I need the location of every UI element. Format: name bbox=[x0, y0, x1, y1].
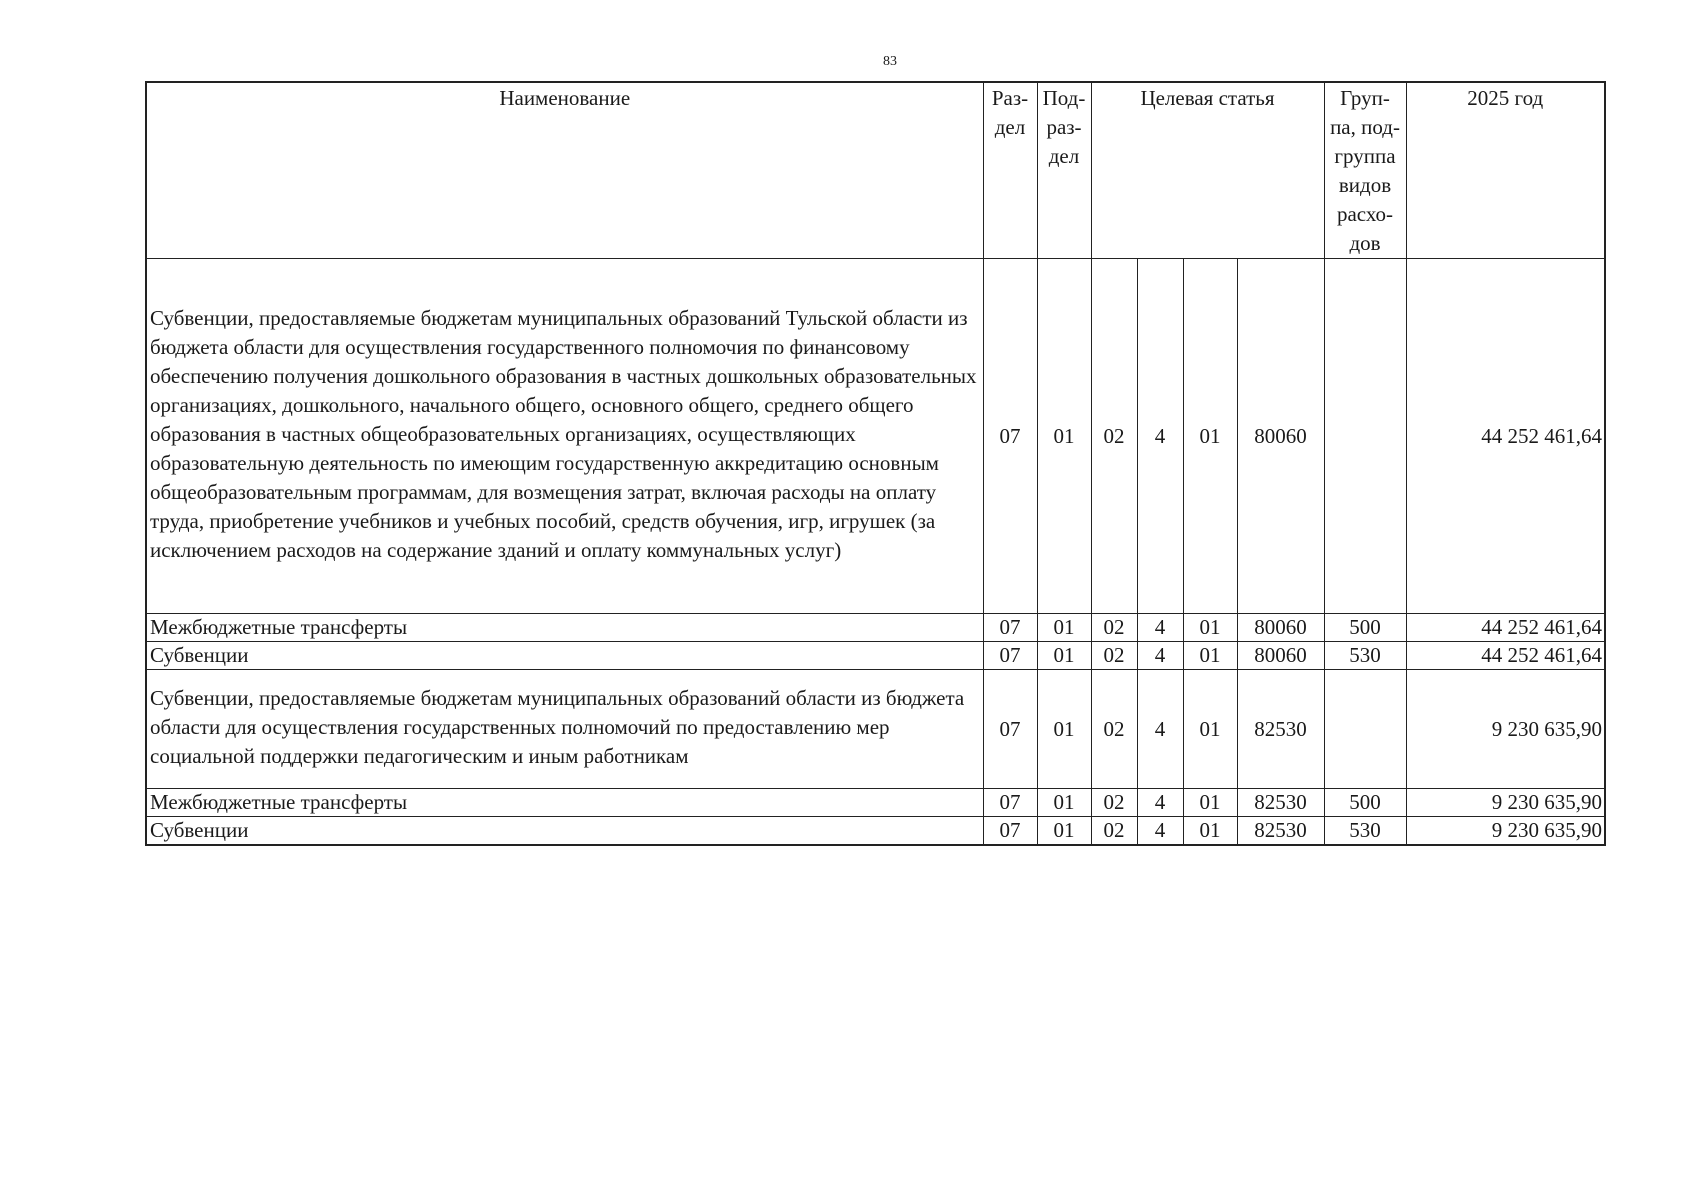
row-target-program: 02 bbox=[1091, 789, 1137, 817]
row-target-program: 02 bbox=[1091, 817, 1137, 846]
header-section: Раз- дел bbox=[983, 82, 1037, 259]
row-section: 07 bbox=[983, 670, 1037, 789]
row-target-type: 4 bbox=[1137, 259, 1183, 614]
table-row bbox=[146, 789, 1605, 817]
row-name: Субвенции, предоставляемые бюджетам муниципальных образований Тульской области из бюджета области для осуществления государственного полномочия по финансовому обеспечению получения дошкольного образования в частных дошкольных образовательных организациях, дошкольного, начального общего, основного общего, среднего общего образования в частных общеобразовательных организациях, осуществляющих образовательную деятельность по имеющим государственную аккредитацию основным общеобразовательным программам, для возмещения затрат, включая расходы на оплату труда, приобретение учебников и учебных пособий, средств обучения, игр, игрушек (за исключением расходов на содержание зданий и оплату коммунальных услуг) bbox=[150, 305, 977, 562]
table-row bbox=[146, 614, 1605, 642]
row-target-type: 4 bbox=[1137, 642, 1183, 670]
row-section: 07 bbox=[983, 614, 1037, 642]
header-year: 2025 год bbox=[1406, 82, 1605, 259]
row-target-type: 4 bbox=[1137, 817, 1183, 846]
row-target-subprogram: 01 bbox=[1183, 817, 1237, 846]
row-target-direction: 80060 bbox=[1237, 614, 1324, 642]
row-target-direction: 82530 bbox=[1237, 670, 1324, 789]
row-subsection: 01 bbox=[1037, 670, 1091, 789]
row-name-cell bbox=[146, 670, 983, 789]
header-expense-group: Груп- па, под- группа видов расхо- дов bbox=[1324, 82, 1406, 259]
header-name: Наименование bbox=[146, 82, 983, 259]
row-subsection: 01 bbox=[1037, 817, 1091, 846]
row-target-type: 4 bbox=[1137, 614, 1183, 642]
row-target-program: 02 bbox=[1091, 614, 1137, 642]
row-section: 07 bbox=[983, 789, 1037, 817]
row-target-type: 4 bbox=[1137, 789, 1183, 817]
row-expense-group: 500 bbox=[1324, 614, 1406, 642]
row-section: 07 bbox=[983, 817, 1037, 846]
row-section: 07 bbox=[983, 259, 1037, 614]
row-target-subprogram: 01 bbox=[1183, 642, 1237, 670]
row-expense-group bbox=[1324, 259, 1406, 614]
table-row bbox=[146, 670, 1605, 789]
row-amount: 44 252 461,64 bbox=[1406, 614, 1605, 642]
row-name: Межбюджетные трансферты bbox=[146, 789, 983, 817]
row-name: Субвенции, предоставляемые бюджетам муниципальных образований области из бюджета области для осуществления государственных полномочий по предоставлению мер социальной поддержки педагогическим и иным работникам bbox=[150, 685, 965, 768]
table-row bbox=[146, 259, 1605, 614]
table-header-row bbox=[146, 82, 1605, 259]
row-expense-group: 530 bbox=[1324, 817, 1406, 846]
row-amount: 9 230 635,90 bbox=[1406, 789, 1605, 817]
row-target-direction: 82530 bbox=[1237, 789, 1324, 817]
row-target-subprogram: 01 bbox=[1183, 259, 1237, 614]
row-name: Межбюджетные трансферты bbox=[146, 614, 983, 642]
budget-table bbox=[145, 81, 1606, 846]
table-row bbox=[146, 817, 1605, 846]
row-target-subprogram: 01 bbox=[1183, 614, 1237, 642]
page-number: 83 bbox=[883, 54, 897, 69]
row-subsection: 01 bbox=[1037, 789, 1091, 817]
row-name: Субвенции bbox=[146, 642, 983, 670]
row-target-direction: 80060 bbox=[1237, 642, 1324, 670]
row-subsection: 01 bbox=[1037, 614, 1091, 642]
row-name-cell bbox=[146, 259, 983, 614]
row-target-type: 4 bbox=[1137, 670, 1183, 789]
row-target-subprogram: 01 bbox=[1183, 789, 1237, 817]
row-expense-group: 500 bbox=[1324, 789, 1406, 817]
row-target-direction: 80060 bbox=[1237, 259, 1324, 614]
row-expense-group: 530 bbox=[1324, 642, 1406, 670]
row-amount: 9 230 635,90 bbox=[1406, 670, 1605, 789]
row-name: Субвенции bbox=[146, 817, 983, 846]
row-target-direction: 82530 bbox=[1237, 817, 1324, 846]
header-subsection: Под- раз- дел bbox=[1037, 82, 1091, 259]
row-target-program: 02 bbox=[1091, 670, 1137, 789]
row-target-program: 02 bbox=[1091, 259, 1137, 614]
row-amount: 9 230 635,90 bbox=[1406, 817, 1605, 846]
row-subsection: 01 bbox=[1037, 259, 1091, 614]
row-target-subprogram: 01 bbox=[1183, 670, 1237, 789]
row-subsection: 01 bbox=[1037, 642, 1091, 670]
row-target-program: 02 bbox=[1091, 642, 1137, 670]
row-expense-group bbox=[1324, 670, 1406, 789]
table-row bbox=[146, 642, 1605, 670]
row-amount: 44 252 461,64 bbox=[1406, 642, 1605, 670]
row-section: 07 bbox=[983, 642, 1037, 670]
header-target-article: Целевая статья bbox=[1091, 82, 1324, 259]
budget-table-wrapper bbox=[145, 81, 1606, 846]
row-amount: 44 252 461,64 bbox=[1406, 259, 1605, 614]
